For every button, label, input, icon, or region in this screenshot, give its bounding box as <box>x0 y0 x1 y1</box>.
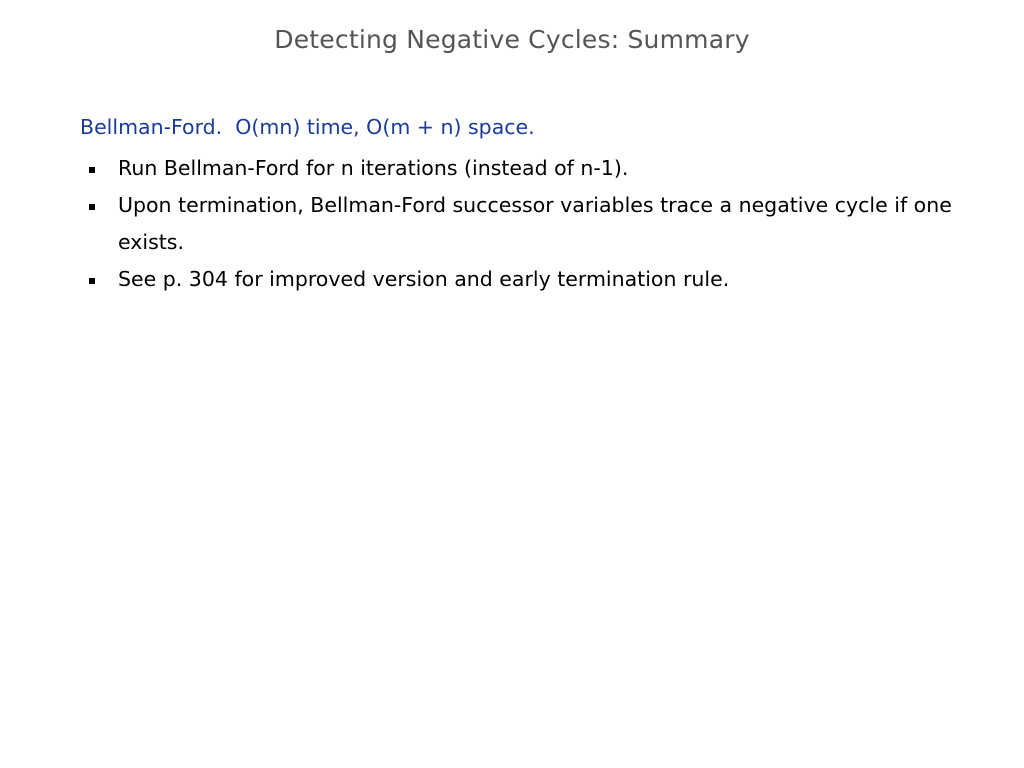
bullet-item <box>86 187 966 261</box>
square-bullet-icon <box>89 278 95 284</box>
square-bullet-icon <box>89 204 95 210</box>
bullet-item <box>86 150 966 187</box>
slide-title: Detecting Negative Cycles: Summary <box>274 25 750 54</box>
square-bullet-icon <box>89 167 95 173</box>
bullet-item <box>86 261 966 298</box>
bullet-text: Run Bellman-Ford for n iterations (instead of n-1). <box>118 156 629 180</box>
section-heading: Bellman-Ford. O(mn) time, O(m + n) space. <box>80 115 535 139</box>
bullet-list <box>86 150 966 298</box>
bullet-text: Upon termination, Bellman-Ford successor variables trace a negative cycle if one exists. <box>118 193 952 254</box>
bullet-text: See p. 304 for improved version and early termination rule. <box>118 267 730 291</box>
